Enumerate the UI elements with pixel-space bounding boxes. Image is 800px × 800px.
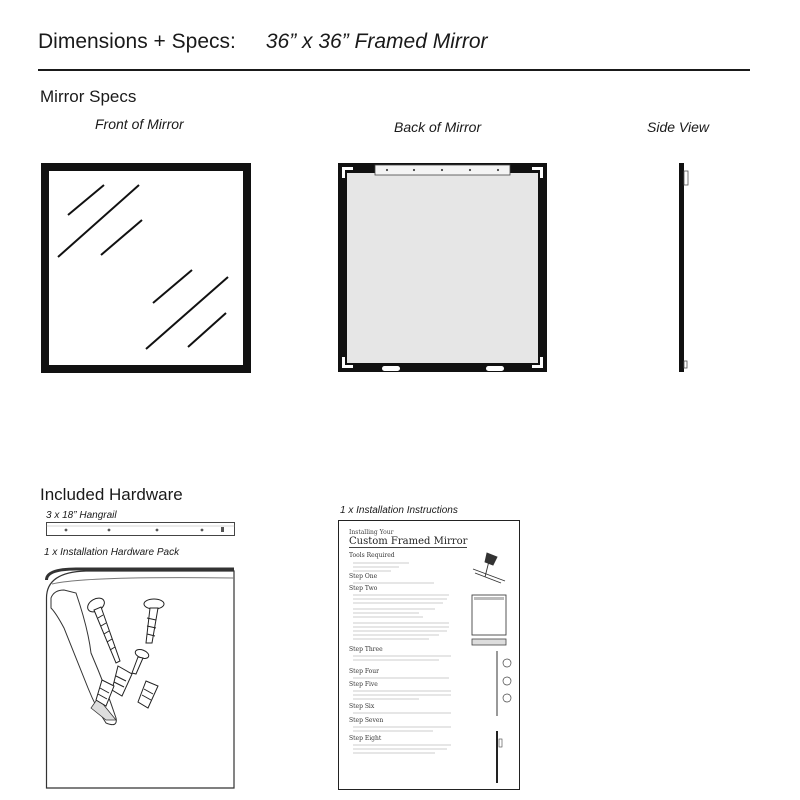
- doc-step-six: Step Six: [349, 703, 375, 710]
- doc-step-four: Step Four: [349, 668, 379, 675]
- doc-step-three: Step Three: [349, 646, 383, 653]
- hardware-pack-drawing: [46, 568, 236, 790]
- hangrail-drawing: [46, 522, 236, 538]
- doc-title-line1: Installing Your: [349, 529, 394, 536]
- side-view-drawing: [676, 163, 696, 373]
- doc-step-tools: Tools Required: [349, 552, 395, 559]
- back-mirror-drawing: [338, 163, 548, 373]
- doc-step-five: Step Five: [349, 681, 378, 688]
- mirror-specs-heading: Mirror Specs: [40, 87, 137, 106]
- doc-title-line2: Custom Framed Mirror: [349, 536, 468, 547]
- doc-body-illustrations: [339, 521, 521, 791]
- instructions-label: 1 x Installation Instructions: [340, 505, 458, 516]
- hardware-pack-label: 1 x Installation Hardware Pack: [44, 547, 180, 558]
- doc-step-eight: Step Eight: [349, 735, 382, 742]
- page-title: [38, 30, 488, 54]
- back-view-label: Back of Mirror: [394, 119, 482, 135]
- header-divider: [38, 69, 750, 71]
- installation-instructions-sheet: [338, 520, 520, 790]
- doc-step-one: Step One: [349, 573, 378, 580]
- doc-step-seven: Step Seven: [349, 717, 384, 724]
- title-text: Dimensions + Specs:: [38, 30, 236, 53]
- side-view-label: Side View: [647, 119, 710, 135]
- doc-step-two: Step Two: [349, 585, 378, 592]
- hangrail-label: 3 x 18” Hangrail: [46, 510, 117, 521]
- front-mirror-drawing: [41, 163, 251, 373]
- front-view-label: Front of Mirror: [95, 116, 184, 132]
- product-subtitle: 36” x 36” Framed Mirror: [265, 30, 488, 53]
- included-hardware-heading: Included Hardware: [40, 485, 183, 504]
